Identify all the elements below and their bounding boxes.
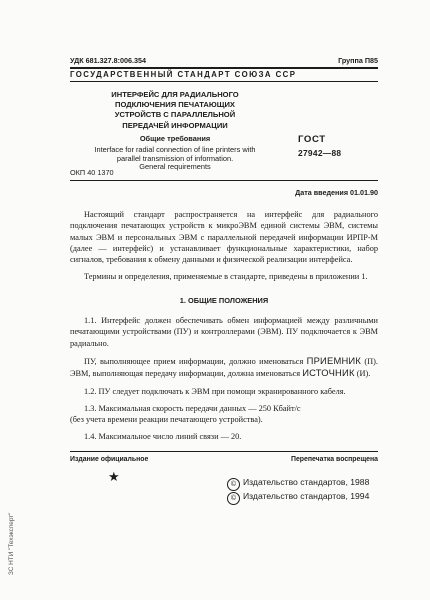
- okp-code: ОКП 40 1370: [70, 168, 114, 177]
- title-line: ПОДКЛЮЧЕНИЯ ПЕЧАТАЮЩИХ: [115, 100, 235, 110]
- paragraph-1-4: 1.4. Максимальное число линий связи — 20.: [84, 432, 242, 442]
- title-russian: [70, 90, 280, 131]
- paragraph-naming: [70, 355, 378, 380]
- copyright-line-1: [227, 477, 369, 491]
- gost-designation: [298, 134, 378, 158]
- reprint-prohibited: Перепечатка воспрещена: [291, 456, 378, 463]
- state-standard-banner: ГОСУДАРСТВЕННЫЙ СТАНДАРТ СОЮЗА ССР: [70, 70, 297, 79]
- intro-date: Дата введения 01.01.90: [295, 188, 378, 197]
- paragraph-1-1: 1.1. Интерфейс должен обеспечивать обмен информацией между различными печатающими устройствами (ПУ) и контроллерами (ЭВМ). ПУ подключается к ЭВМ радиально.: [70, 316, 378, 348]
- title-line: ПЕРЕДАЧЕЙ ИНФОРМАЦИИ: [122, 120, 228, 130]
- paragraph-terms: Термины и определения, применяемые в стандарте, приведены в приложении 1.: [84, 272, 368, 282]
- paragraph-1-3: 1.3. Максимальная скорость передачи данных — 250 Кбайт/с: [84, 403, 301, 413]
- title-block: [70, 90, 280, 172]
- title-en-line: parallel transmission of information.: [116, 153, 234, 163]
- naming-text-b: (П). ЭВМ, выполняющая передачу информации, должна именоваться: [70, 356, 378, 379]
- title-subtitle: Общие требования: [139, 133, 211, 143]
- title-en-line: Interface for radial connection of line printers with: [94, 144, 256, 154]
- copyright-text-1: Издательство стандартов, 1988: [243, 477, 370, 487]
- term-receiver: ПРИЕМНИК: [306, 354, 362, 366]
- paragraph-1-2: 1.2. ПУ следует подключать к ЭВМ при помощи экранированного кабеля.: [84, 386, 346, 396]
- naming-text-c: (И).: [356, 369, 371, 379]
- copyright-icon: ©: [227, 492, 240, 505]
- gost-label: ГОСТ: [298, 134, 326, 145]
- paragraph-scope: Настоящий стандарт распространяется на интерфейс для радиального подключения печатающих устройств к микроЭВМ единой системы ЭВМ, системы малых ЭВМ и персональных ЭВМ с параллельной передачей информации ИРПР-М (далее — интерфейс) и устанавливает функциональные характеристики, набор сигналов, требования к обмену данными и физической реализации интерфейса.: [70, 210, 378, 265]
- title-line: ИНТЕРФЕЙС ДЛЯ РАДИАЛЬНОГО: [111, 90, 239, 99]
- naming-text-a: ПУ, выполняющее прием информации, должно именоваться: [84, 356, 304, 366]
- official-edition: Издание официальное: [70, 456, 149, 463]
- section-heading: 1. ОБЩИЕ ПОЛОЖЕНИЯ: [179, 295, 269, 305]
- header-row: [70, 56, 378, 67]
- star-icon: ★: [108, 469, 120, 484]
- header-rule-bottom: [70, 81, 378, 82]
- copyright-text-2: Издательство стандартов, 1994: [243, 491, 370, 501]
- okp-rule: [70, 180, 378, 181]
- gost-number: 27942—88: [298, 148, 342, 158]
- watermark: ЗС НТИ "Техэксперт": [8, 512, 15, 575]
- udk-code: УДК 681.327.8:006.354: [70, 56, 146, 65]
- title-en-line: General requirements: [139, 162, 211, 172]
- term-source: ИСТОЧНИК: [302, 367, 355, 379]
- body-text: [70, 209, 378, 443]
- paragraph-1-3-continuation: (без учета времени реакции печатающего устройства).: [70, 415, 263, 425]
- footer-rule: [70, 451, 378, 452]
- copyright-icon: ©: [227, 478, 240, 491]
- group-code: Группа П85: [338, 56, 378, 65]
- copyright-line-2: [227, 491, 369, 505]
- title-line: УСТРОЙСТВ С ПАРАЛЛЕЛЬНОЙ: [114, 110, 236, 120]
- header-rule-top: [70, 67, 378, 69]
